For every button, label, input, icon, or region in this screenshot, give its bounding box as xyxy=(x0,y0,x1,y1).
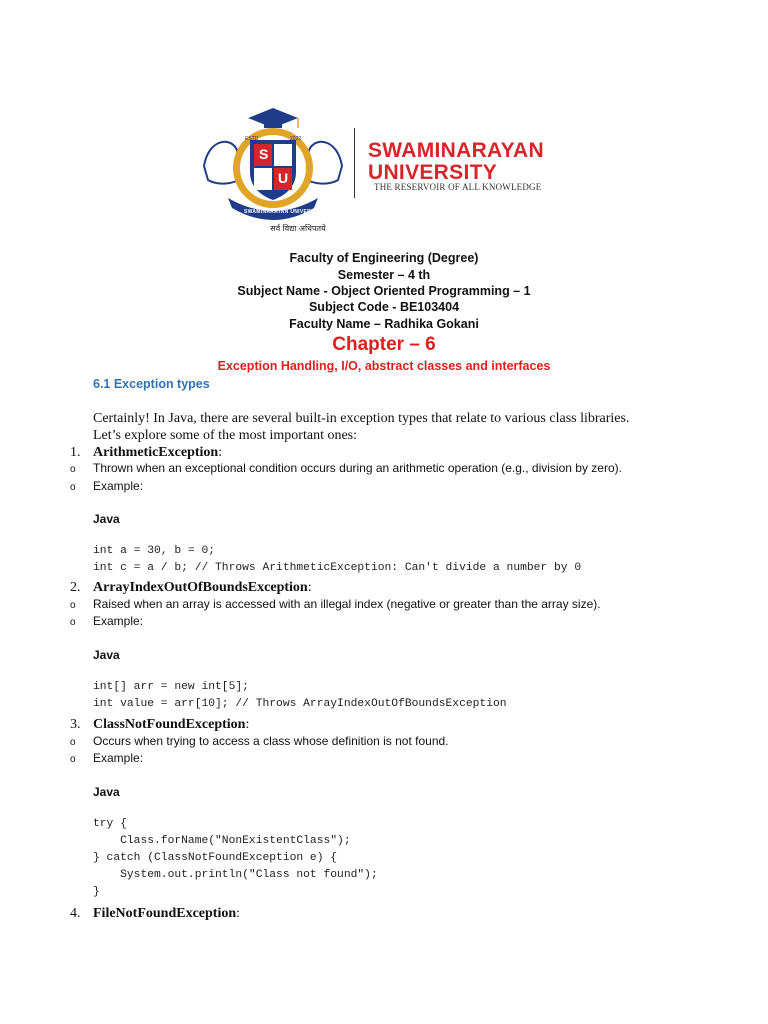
code-language-label: Java xyxy=(93,785,120,799)
university-name xyxy=(368,140,544,184)
bullet-item xyxy=(70,597,601,611)
seal-estd-year: 2022 xyxy=(290,136,302,142)
faculty-name-line: Faculty Name – Radhika Gokani xyxy=(289,317,479,331)
bullet-text: Example: xyxy=(93,614,144,628)
list-item-title: ArithmeticException xyxy=(93,445,219,460)
list-item-title: FileNotFoundException xyxy=(93,906,237,921)
bullet-text: Example: xyxy=(93,479,144,493)
intro-paragraph: Certainly! In Java, there are several built-in exception types that relate to various class libraries. Let’s explore some of the most important ones: xyxy=(93,411,630,443)
list-item-number: 3. xyxy=(70,717,81,732)
bullet-text: Occurs when trying to access a class whose definition is not found. xyxy=(93,734,449,748)
bullet-item xyxy=(70,461,622,475)
code-block: int[] arr = new int[5]; int value = arr[10]; // Throws ArrayIndexOutOfBoundsException xyxy=(93,681,507,710)
bullet-icon: o xyxy=(70,754,76,765)
bullet-text: Raised when an array is accessed with an illegal index (negative or greater than the array size). xyxy=(93,597,601,611)
list-item xyxy=(70,906,240,922)
bullet-icon: o xyxy=(70,482,76,493)
list-item-colon: : xyxy=(218,445,223,460)
seal-estd-label: ESTD xyxy=(245,136,259,142)
university-seal-icon xyxy=(198,106,348,236)
list-item-colon: : xyxy=(245,717,250,732)
bullet-item xyxy=(70,734,449,748)
list-item-colon: : xyxy=(236,906,241,921)
bullet-text: Thrown when an exceptional condition occurs during an arithmetic operation (e.g., division by zero). xyxy=(93,461,622,475)
list-item-number: 2. xyxy=(70,580,81,595)
chapter-subtitle: Exception Handling, I/O, abstract classes and interfaces xyxy=(217,359,551,373)
subject-name-line: Subject Name - Object Oriented Programming – 1 xyxy=(237,284,531,298)
list-item-title: ArrayIndexOutOfBoundsException xyxy=(93,580,308,595)
semester-line: Semester – 4 th xyxy=(337,268,431,282)
list-item xyxy=(70,717,249,733)
university-logo xyxy=(198,106,578,236)
code-language-label: Java xyxy=(93,648,120,662)
bullet-icon: o xyxy=(70,737,76,748)
bullet-icon: o xyxy=(70,617,76,628)
bullet-item xyxy=(70,479,143,493)
bullet-item xyxy=(70,614,143,628)
code-language-label: Java xyxy=(93,512,120,526)
list-item-title: ClassNotFoundException xyxy=(93,717,246,732)
seal-letter-u: U xyxy=(278,170,289,186)
list-item xyxy=(70,445,222,461)
bullet-item xyxy=(70,751,143,765)
section-heading: 6.1 Exception types xyxy=(93,377,210,391)
university-name-line2: UNIVERSITY xyxy=(368,161,498,184)
seal-ring-text: SWAMINARAYAN UNIVERSITY xyxy=(244,209,324,215)
university-tagline: THE RESERVOIR OF ALL KNOWLEDGE xyxy=(374,182,542,192)
code-block: int a = 30, b = 0; int c = a / b; // Throws ArithmeticException: Can't divide a number by 0 xyxy=(93,545,582,574)
university-name-line1: SWAMINARAYAN xyxy=(368,139,544,162)
bullet-text: Example: xyxy=(93,751,144,765)
university-motto: सर्व विद्या अधिपतये xyxy=(270,224,326,233)
bullet-icon: o xyxy=(70,464,76,475)
code-block: try { Class.forName("NonExistentClass"); } catch (ClassNotFoundException e) { System.out.println("Class not found"); } xyxy=(93,818,378,898)
list-item xyxy=(70,580,312,596)
subject-code-line: Subject Code - BE103404 xyxy=(308,300,460,314)
chapter-title: Chapter – 6 xyxy=(332,334,436,355)
list-item-number: 4. xyxy=(70,906,81,921)
list-item-number: 1. xyxy=(70,445,81,460)
bullet-icon: o xyxy=(70,600,76,611)
list-item-colon: : xyxy=(307,580,312,595)
faculty-line: Faculty of Engineering (Degree) xyxy=(289,251,479,265)
logo-divider xyxy=(354,128,355,198)
seal-letter-s: S xyxy=(259,146,269,162)
